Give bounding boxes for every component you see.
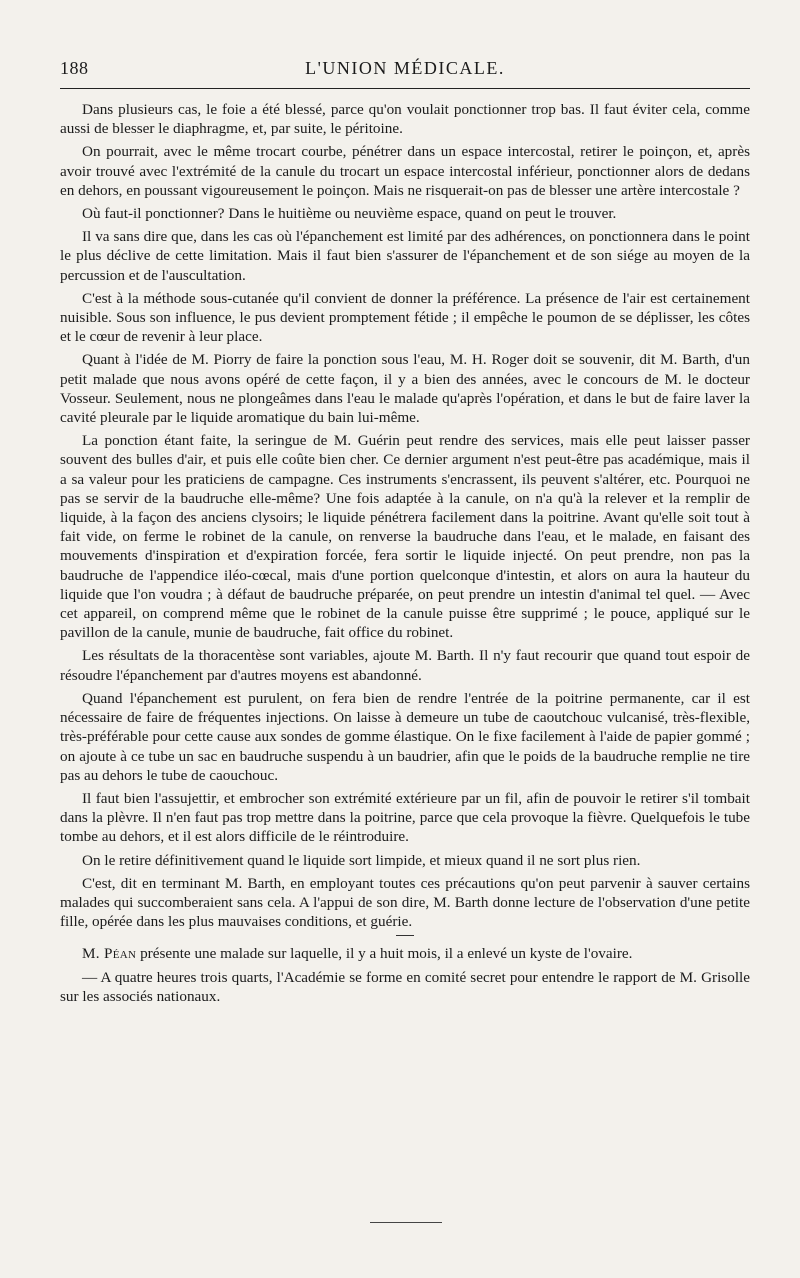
paragraph: Les résultats de la thoracentèse sont variables, ajoute M. Barth. Il n'y faut recourir que quand tout espoir de résoudre l'épanchement par d'autres moyens est abandonné. [60, 647, 750, 684]
paragraph: C'est à la méthode sous-cutanée qu'il convient de donner la préférence. La présence de l'air est certainement nuisible. Sous son influence, le pus devient promptement fétide ; il empêche le poumon de se déplisser, les côtes et le cœur de revenir à leur place. [60, 289, 750, 346]
paragraph [60, 968, 750, 1006]
paragraph: Quand l'épanchement est purulent, on fera bien de rendre l'entrée de la poitrine permanente, car il est nécessaire de faire de fréquentes injections. On laisse à demeure un tube de caoutchouc vulcanisé, très-flexible, très-préférable pour cette cause aux sondes de gomme élastique. On le fixe facilement à l'aide de papier gommé ; on ajoute à ce tube un sac en baudruche suspendu à un baudrier, afin que le poids de la baudruche remplie ne tire pas au dehors le tube de caouchouc. [60, 689, 750, 784]
paragraph-text: présente une malade sur laquelle, il y a huit mois, il a enlevé un kyste de l'ovaire. [136, 945, 633, 963]
paragraph: C'est, dit en terminant M. Barth, en employant toutes ces précautions qu'on peut parvenir à sauver certains malades qui succomberaient sans cela. A l'appui de son dire, M. Barth donne lecture de l'observation d'une petite fille, opérée dans les plus mauvaises conditions, et guérie. [60, 874, 750, 931]
paragraph: On pourrait, avec le même trocart courbe, pénétrer dans un espace intercostal, retirer le poinçon, et, après avoir trouvé avec l'extrémité de la canule du trocart un espace intercostal inférieur, ponctionner alors de dedans en dehors, en poussant vigoureusement le poinçon. Mais ne risquerait-on pas de blesser une artère intercostale ? [60, 143, 750, 199]
article-body [60, 100, 750, 1010]
header-rule [60, 88, 750, 89]
paragraph [60, 944, 750, 963]
paragraph: Quant à l'idée de M. Piorry de faire la ponction sous l'eau, M. H. Roger doit se souvenir, dit M. Barth, d'un petit malade que nous avons opéré de cette façon, il y a bien des années, avec le concours de M. le docteur Vosseur. Seulement, nous ne plongeâmes dans l'eau le malade qu'après l'opération, et dans le but de faire laver la cavité pleurale par le liquide aromatique du bain lui-même. [60, 351, 750, 427]
paragraph: Dans plusieurs cas, le foie a été blessé, parce qu'on voulait ponctionner trop bas. Il faut éviter cela, comme aussi de blesser le diaphragme, et, par suite, le péritoine. [60, 101, 750, 138]
paragraph-text: — A quatre heures trois quarts, l'Académie se forme en comité secret pour entendre le rapport de M. Grisolle sur les associés nationaux. [60, 968, 750, 1005]
paragraph: Il va sans dire que, dans les cas où l'épanchement est limité par des adhérences, on ponctionnera dans le point le plus déclive de cette limitation. Mais il faut bien s'assurer de l'épanchement et de son siége au moyen de la percussion et de l'auscultation. [60, 228, 750, 284]
page-number: 188 [60, 58, 89, 78]
running-title: L'UNION MÉDICALE. [305, 58, 505, 78]
bottom-rule [370, 1222, 442, 1223]
paragraph: Où faut-il ponctionner? Dans le huitième ou neuvième espace, quand on peut le trouver. [82, 205, 617, 223]
speaker-name: M. Péan [82, 945, 137, 963]
section-separator [396, 935, 414, 936]
page-header [60, 58, 750, 86]
paragraph: La ponction étant faite, la seringue de M. Guérin peut rendre des services, mais elle peut laisser passer souvent des bulles d'air, et puis elle coûte bien cher. Ce dernier argument n'est peut-être pas académique, mais il a sa valeur pour les praticiens de campagne. Ces instruments s'encrassent, ils peuvent s'altérer, etc. Pourquoi ne pas se servir de la baudruche elle-même? Une fois adaptée à la canule, on n'a qu'à la relever et la remplir de liquide, à la façon des anciens clysoirs; le liquide pénétrera facilement dans la poitrine. Avant qu'elle soit tout à fait vide, on ferme le robinet de la canule, on renverse la baudruche dans l'eau, et le malade, en faisant des mouvements d'inspiration et d'expiration forcée, fera sortir le liquide injecté. On peut prendre, non pas la baudruche de l'appendice iléo-cœcal, mais d'une portion quelconque d'intestin, et alors on aura la hauteur du liquide que l'on voudra ; à défaut de baudruche préparée, on peut prendre un intestin d'animal tel quel. — Avec cet appareil, on comprend même que le robinet de la canule puisse être supprimé ; le pouce, appliqué sur le pavillon de la canule, munie de baudruche, fait office du robinet. [60, 432, 750, 642]
paragraph: Il faut bien l'assujettir, et embrocher son extrémité extérieure par un fil, afin de pouvoir le retirer s'il tombait dans la plèvre. Il n'en faut pas trop mettre dans la poitrine, parce que cela provoque la fièvre. Quelquefois le tube tombe au dehors, et il est alors difficile de le réintroduire. [60, 789, 750, 846]
paragraph: On le retire définitivement quand le liquide sort limpide, et mieux quand il ne sort plus rien. [82, 851, 641, 869]
